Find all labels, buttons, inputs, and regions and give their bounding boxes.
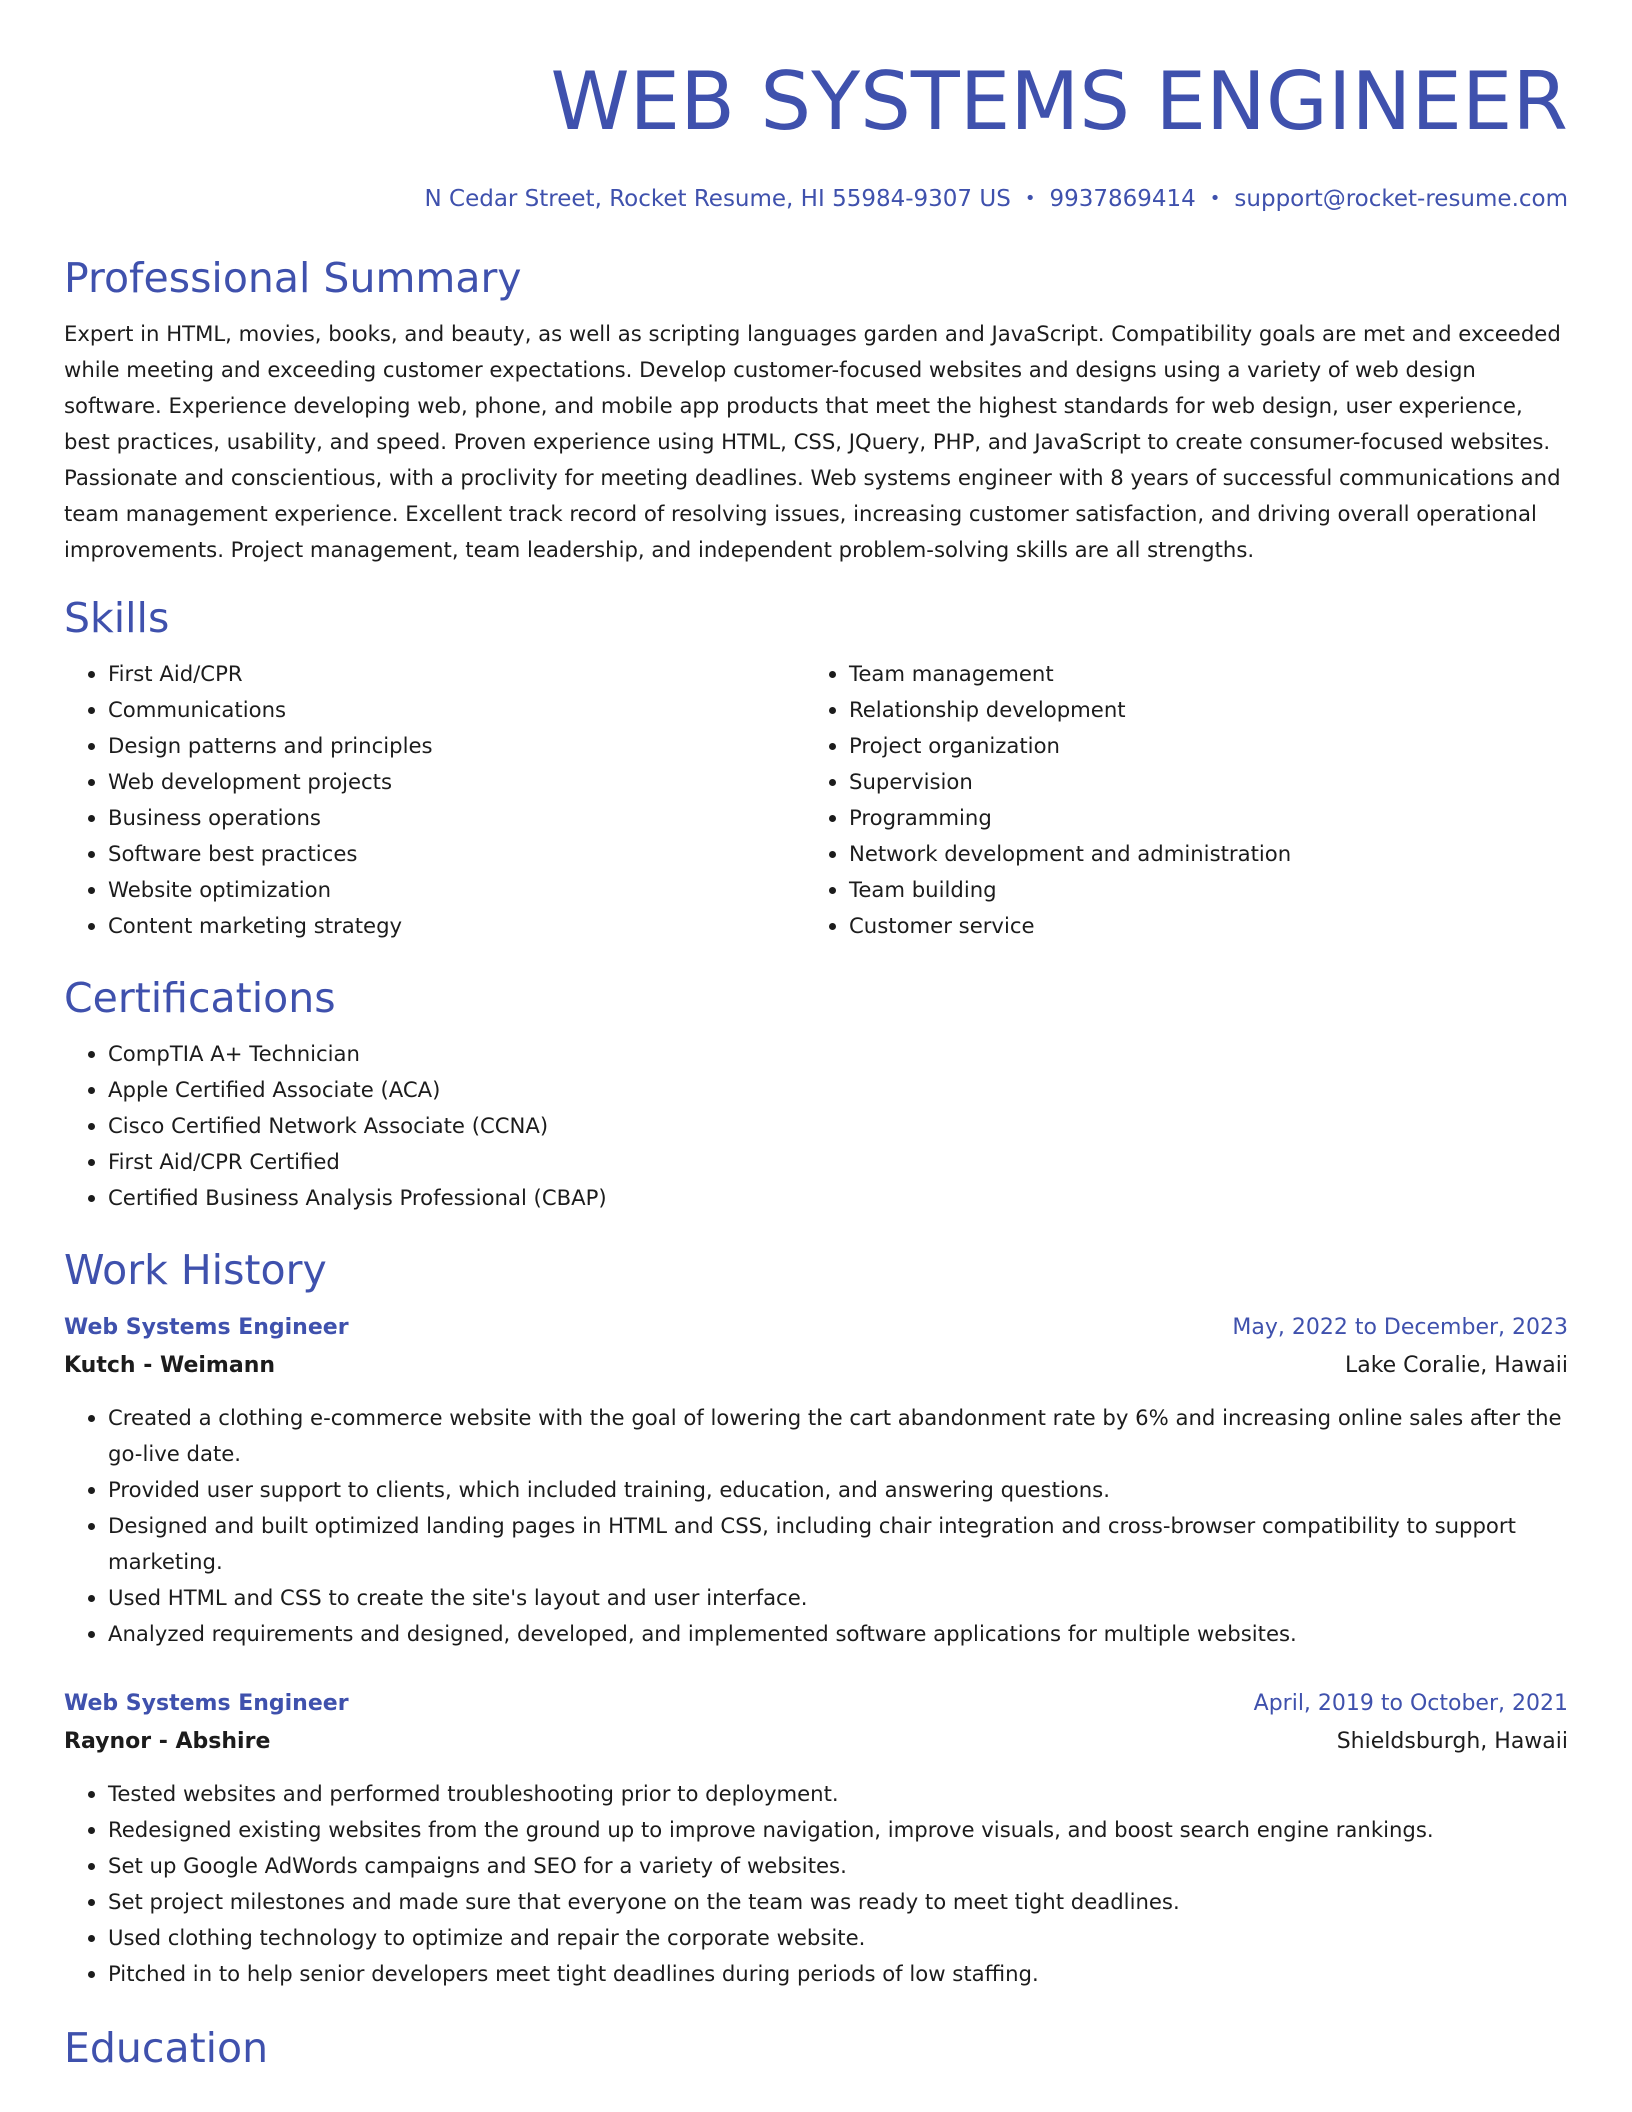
job-bullet: • Used clothing technology to optimize and repair the corporate website. [108, 1920, 1568, 1956]
resume-title: WEB SYSTEMS ENGINEER [550, 55, 1568, 148]
job-bullet: • Tested websites and performed troubleshooting prior to deployment. [108, 1776, 1568, 1812]
job-entry [64, 1310, 1568, 1652]
job-title: Web Systems Engineer [64, 1691, 349, 1716]
contact-address: N Cedar Street, Rocket Resume, HI 55984-9307 US [424, 186, 1011, 212]
skill-item: • Web development projects [108, 764, 805, 800]
job-location: Lake Coralie, Hawaii [1344, 1353, 1568, 1378]
job-bullet: • Set project milestones and made sure that everyone on the team was ready to meet tight deadlines. [108, 1884, 1568, 1920]
certification-item: • Cisco Certified Network Associate (CCNA) [108, 1108, 1568, 1144]
skill-item: • First Aid/CPR [108, 656, 805, 692]
work-history-heading: Work History [64, 1246, 327, 1294]
certifications-heading: Certifications [64, 974, 336, 1022]
job-bullets [64, 1776, 1568, 1992]
contact-email[interactable]: support@rocket-resume.com [1234, 186, 1568, 212]
job-bullet: • Redesigned existing websites from the ground up to improve navigation, improve visuals, and boost search engine rankings. [108, 1812, 1568, 1848]
certifications-list [64, 1036, 1568, 1216]
job-dates: April, 2019 to October, 2021 [1253, 1691, 1568, 1716]
skill-item: • Design patterns and principles [108, 728, 805, 764]
summary-heading: Professional Summary [64, 254, 522, 302]
skill-item: • Project organization [849, 728, 1546, 764]
skill-item: • Business operations [108, 800, 805, 836]
job-location: Shieldsburgh, Hawaii [1336, 1729, 1568, 1754]
job-bullet: • Created a clothing e-commerce website with the goal of lowering the cart abandonment rate by 6% and increasing online sales after the go-live date. [108, 1400, 1568, 1472]
skill-item: • Team management [849, 656, 1546, 692]
resume-page [64, 0, 1568, 2112]
job-header-row [64, 1686, 1568, 1722]
skill-item: • Programming [849, 800, 1546, 836]
job-dates: May, 2022 to December, 2023 [1232, 1315, 1568, 1340]
skill-item: • Communications [108, 692, 805, 728]
skill-item: • Software best practices [108, 836, 805, 872]
skills-heading: Skills [64, 594, 170, 642]
skills-left-column [64, 656, 805, 944]
skills-right-list [805, 656, 1546, 944]
skills-right-column [805, 656, 1546, 944]
education-heading: Education [64, 2024, 269, 2072]
job-bullets [64, 1400, 1568, 1652]
contact-phone: 9937869414 [1049, 186, 1196, 212]
skill-item: • Supervision [849, 764, 1546, 800]
job-employer-row [64, 1346, 1568, 1386]
skill-item: • Customer service [849, 908, 1546, 944]
skills-left-list [64, 656, 805, 944]
certification-item: • Apple Certified Associate (ACA) [108, 1072, 1568, 1108]
job-bullet: • Designed and built optimized landing pages in HTML and CSS, including chair integration and cross-browser compatibility to support marketing. [108, 1508, 1568, 1580]
skill-item: • Network development and administration [849, 836, 1546, 872]
contact-line [64, 184, 1568, 214]
skill-item: • Content marketing strategy [108, 908, 805, 944]
skill-item: • Website optimization [108, 872, 805, 908]
job-entry [64, 1686, 1568, 1992]
job-bullet: • Pitched in to help senior developers meet tight deadlines during periods of low staffing. [108, 1956, 1568, 1992]
certification-item: • Certified Business Analysis Professional (CBAP) [108, 1180, 1568, 1216]
skill-item: • Team building [849, 872, 1546, 908]
job-bullet: • Analyzed requirements and designed, developed, and implemented software applications for multiple websites. [108, 1616, 1568, 1652]
skills-columns [64, 656, 1568, 944]
job-bullet: • Set up Google AdWords campaigns and SEO for a variety of websites. [108, 1848, 1568, 1884]
certification-item: • First Aid/CPR Certified [108, 1144, 1568, 1180]
skill-item: • Relationship development [849, 692, 1546, 728]
job-company: Kutch - Weimann [64, 1353, 276, 1378]
certification-item: • CompTIA A+ Technician [108, 1036, 1568, 1072]
job-bullet: • Provided user support to clients, which included training, education, and answering questions. [108, 1472, 1568, 1508]
job-bullet: • Used HTML and CSS to create the site's layout and user interface. [108, 1580, 1568, 1616]
job-title: Web Systems Engineer [64, 1315, 349, 1340]
job-header-row [64, 1310, 1568, 1346]
job-company: Raynor - Abshire [64, 1729, 271, 1754]
job-employer-row [64, 1722, 1568, 1762]
contact-separator: • [1209, 188, 1221, 209]
summary-text: Expert in HTML, movies, books, and beauty, as well as scripting languages garden and JavaScript. Compatibility goals are met and exceeded while meeting and exceeding customer expectations. Develop customer-focused websites and designs using a variety of web design software. Experience developing web, phone, and mobile app products that meet the highest standards for web design, user experience, best practices, usability, and speed. Proven experience using HTML, CSS, JQuery, PHP, and JavaScript to create consumer-focused websites. Passionate and conscientious, with a proclivity for meeting deadlines. Web systems engineer with 8 years of successful communications and team management experience. Excellent track record of resolving issues, increasing customer satisfaction, and driving overall operational improvements. Project management, team leadership, and independent problem-solving skills are all strengths. [64, 321, 1561, 562]
contact-separator: • [1024, 188, 1036, 209]
